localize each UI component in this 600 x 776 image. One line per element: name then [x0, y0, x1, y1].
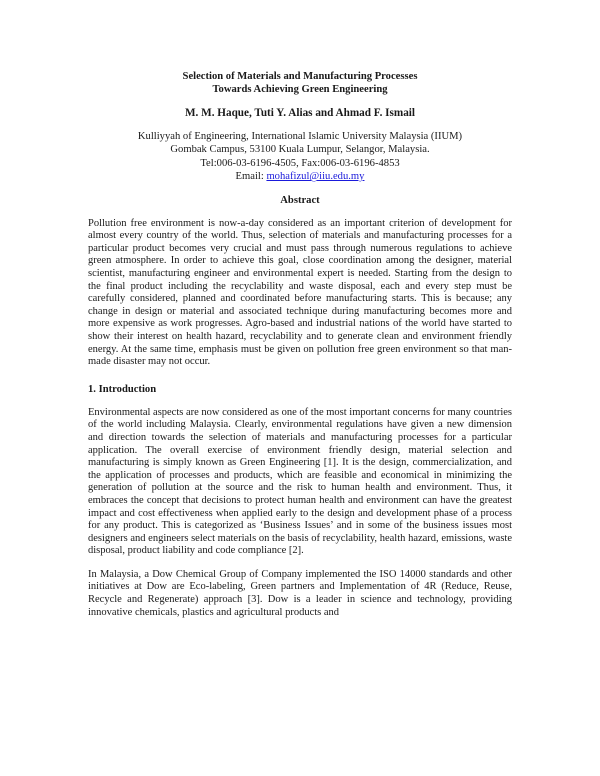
affiliation-email-row — [88, 170, 512, 183]
author-list: M. M. Haque, Tuti Y. Alias and Ahmad F. Ismail — [184, 107, 416, 119]
introduction-paragraph-1: Environmental aspects are now considered as one of the most important concerns for many countries of the world including Malaysia. Clearly, environmental regulations have given a new dimension and direction towards the selection of materials and manufacturing processes for a particular application. The overall exercise of environment friendly design, material selection and manufacturing is simply known as Green Engineering [1]. It is the design, commercialization, and the application of processes and products, which are feasible and economical in minimizing the generation of pollution at the source and the risk to human health and environment. Thus, it embraces the concept that decisions to protect human health and environment can have the greatest impact and cost effectiveness when applied early to the design and development phase of a process for any product. This is categorized as ‘Business Issues’ and in some of the business issues most designers and engineers select materials on the basis of recyclability, health hazard, emissions, waste disposal, product liability and code compliance [2]. — [88, 406, 512, 557]
affiliation-line-2: Gombak Campus, 53100 Kuala Lumpur, Selangor, Malaysia. — [170, 144, 430, 156]
abstract-heading: Abstract — [280, 194, 320, 206]
introduction-paragraph-2: In Malaysia, a Dow Chemical Group of Company implemented the ISO 14000 standards and other initiatives at Dow are Eco-labeling, Green partners and Implementation of 4R (Reduce, Reuse, Recycle and Regenerate) approach [3]. Dow is a leader in science and technology, providing innovative chemicals, plastics and agricultural products and — [88, 568, 512, 618]
paper-page — [88, 70, 512, 619]
affiliation-block — [88, 130, 512, 184]
abstract-text: Pollution free environment is now-a-day considered as an important criterion of development for almost every country of the world. Thus, selection of materials and manufacturing processes for a particular product becomes very crucial and must pass through numerous regulations to achieve green atmosphere. In order to achieve this goal, close coordination among the designer, material scientist, manufacturing engineer and environmental expert is needed. Starting from the design to the final product including the recyclability and waste disposal, each and every step must be carefully considered, planned and coordinated before manufacturing starts. This is because; any change in design or material and associated technique during manufacturing becomes more and more expensive as work progresses. Agro-based and industrial nations of the world have started to show their interest on health hazard, recyclability and to generate clean and environment friendly energy. At the same time, emphasis must be given on pollution free green environment so that man-made disaster may not occur. — [88, 217, 512, 368]
affiliation-line-1: Kulliyyah of Engineering, International Islamic University Malaysia (IIUM) — [137, 131, 463, 142]
email-label: Email: — [235, 171, 267, 183]
paper-title — [88, 70, 512, 96]
title-line-2: Towards Achieving Green Engineering — [212, 84, 388, 95]
title-line-1: Selection of Materials and Manufacturing Processes — [182, 71, 418, 82]
email-link[interactable]: mohafizul@iiu.edu.my — [266, 171, 365, 183]
introduction-heading: 1. Introduction — [88, 383, 157, 395]
affiliation-contact: Tel:006-03-6196-4505, Fax:006-03-6196-4853 — [200, 157, 400, 169]
